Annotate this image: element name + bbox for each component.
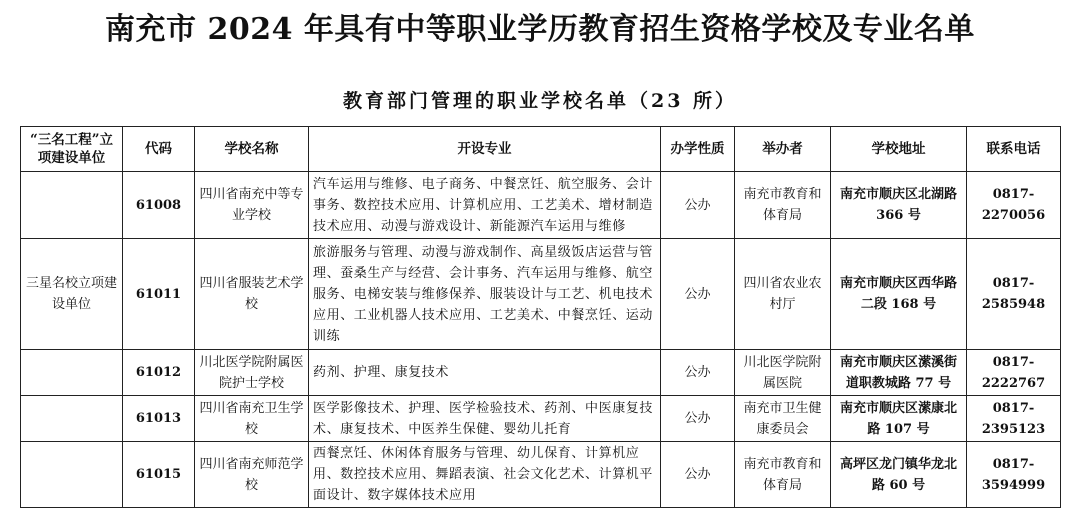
document-title: 南充市 2024 年具有中等职业学历教育招生资格学校及专业名单 [105, 12, 975, 47]
cell-project [21, 442, 123, 508]
cell-sponsor: 川北医学院附属医院 [735, 350, 831, 396]
cell-school: 四川省南充师范学校 [195, 442, 309, 508]
cell-project: 三星名校立项建设单位 [21, 239, 123, 350]
cell-phone: 0817-3594999 [967, 442, 1061, 508]
cell-address: 南充市顺庆区北湖路 366 号 [831, 172, 967, 239]
cell-majors: 药剂、护理、康复技术 [309, 350, 661, 396]
header-sponsor: 举办者 [735, 127, 831, 172]
cell-code: 61013 [123, 396, 195, 442]
cell-majors: 汽车运用与维修、电子商务、中餐烹饪、航空服务、会计事务、数控技术应用、计算机应用、工艺美术、增材制造技术应用、动漫与游戏设计、新能源汽车运用与维修 [309, 172, 661, 239]
cell-project [21, 396, 123, 442]
header-phone: 联系电话 [967, 127, 1061, 172]
cell-sponsor: 四川省农业农村厅 [735, 239, 831, 350]
cell-nature: 公办 [661, 442, 735, 508]
cell-project [21, 172, 123, 239]
table-row [21, 350, 1061, 396]
cell-nature: 公办 [661, 239, 735, 350]
school-table [20, 126, 1061, 508]
table-header-row [21, 127, 1061, 172]
cell-code: 61012 [123, 350, 195, 396]
header-majors: 开设专业 [309, 127, 661, 172]
header-project: “三名工程”立项建设单位 [21, 127, 123, 172]
cell-code: 61015 [123, 442, 195, 508]
header-address: 学校地址 [831, 127, 967, 172]
cell-code: 61008 [123, 172, 195, 239]
cell-majors: 旅游服务与管理、动漫与游戏制作、高星级饭店运营与管理、蚕桑生产与经营、会计事务、汽车运用与维修、航空服务、电梯安装与维修保养、服装设计与工艺、机电技术应用、工业机器人技术应用、工艺美术、中餐烹饪、运动训练 [309, 239, 661, 350]
table-row [21, 172, 1061, 239]
document-subtitle: 教育部门管理的职业学校名单（23 所） [342, 90, 738, 112]
cell-address: 高坪区龙门镇华龙北路 60 号 [831, 442, 967, 508]
cell-phone: 0817-2395123 [967, 396, 1061, 442]
cell-sponsor: 南充市教育和体育局 [735, 172, 831, 239]
cell-sponsor: 南充市卫生健康委员会 [735, 396, 831, 442]
cell-majors: 西餐烹饪、休闲体育服务与管理、幼儿保育、计算机应用、数控技术应用、舞蹈表演、社会文化艺术、计算机平面设计、数字媒体技术应用 [309, 442, 661, 508]
cell-address: 南充市顺庆区潆康北路 107 号 [831, 396, 967, 442]
cell-school: 四川省南充中等专业学校 [195, 172, 309, 239]
cell-nature: 公办 [661, 350, 735, 396]
table-row [21, 239, 1061, 350]
cell-school: 四川省南充卫生学校 [195, 396, 309, 442]
cell-phone: 0817-2222767 [967, 350, 1061, 396]
cell-project [21, 350, 123, 396]
cell-school: 川北医学院附属医院护士学校 [195, 350, 309, 396]
header-nature: 办学性质 [661, 127, 735, 172]
cell-address: 南充市顺庆区潆溪街道职教城路 77 号 [831, 350, 967, 396]
header-school: 学校名称 [195, 127, 309, 172]
cell-nature: 公办 [661, 396, 735, 442]
cell-sponsor: 南充市教育和体育局 [735, 442, 831, 508]
cell-phone: 0817-2585948 [967, 239, 1061, 350]
header-code: 代码 [123, 127, 195, 172]
cell-school: 四川省服装艺术学校 [195, 239, 309, 350]
cell-code: 61011 [123, 239, 195, 350]
cell-nature: 公办 [661, 172, 735, 239]
cell-phone: 0817-2270056 [967, 172, 1061, 239]
cell-majors: 医学影像技术、护理、医学检验技术、药剂、中医康复技术、康复技术、中医养生保健、婴幼儿托育 [309, 396, 661, 442]
table-row [21, 442, 1061, 508]
table-row [21, 396, 1061, 442]
cell-address: 南充市顺庆区西华路二段 168 号 [831, 239, 967, 350]
